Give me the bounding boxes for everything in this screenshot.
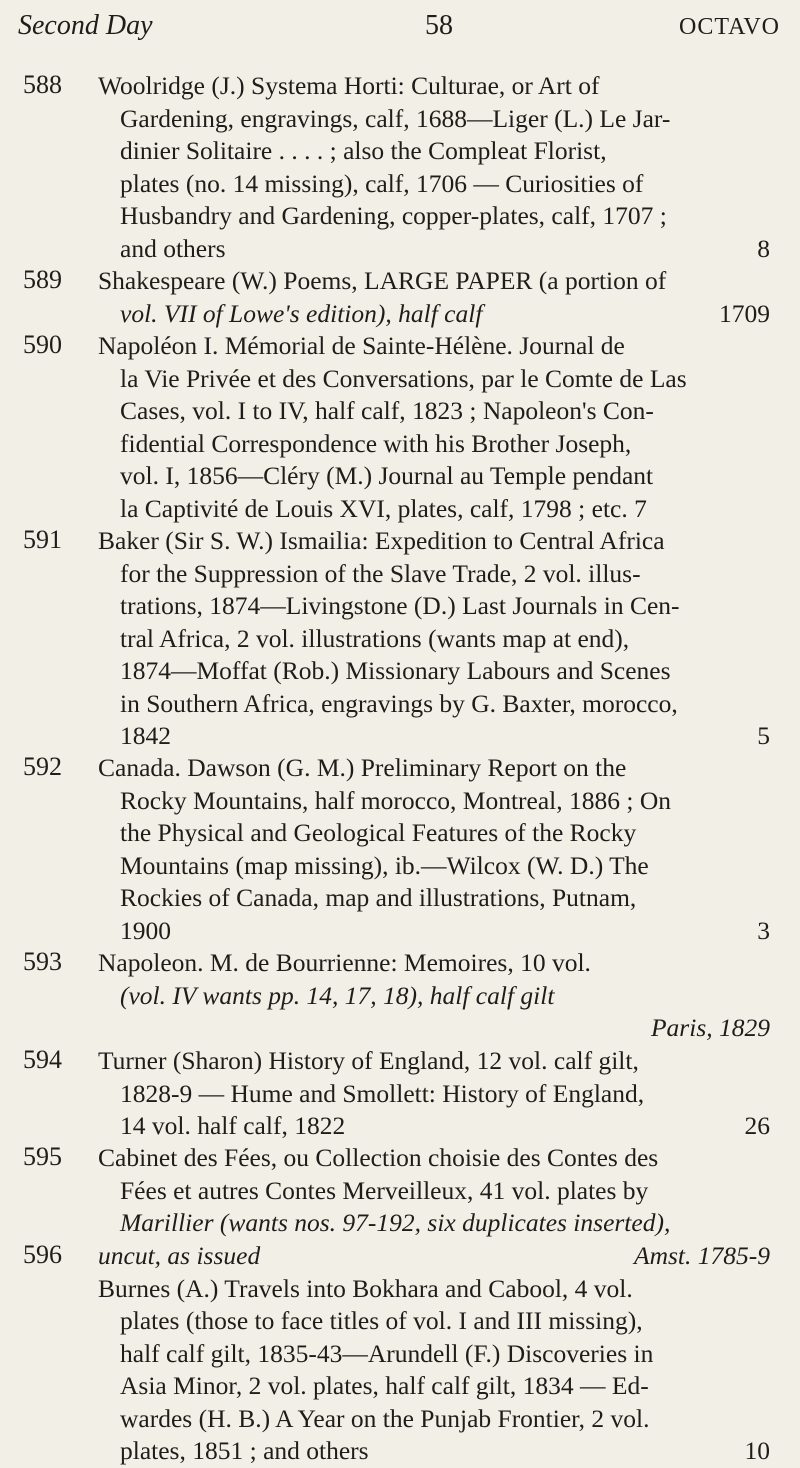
text-line: Napoleon. M. de Bourrienne: Memoires, 10 vol. [98,948,591,977]
text-line [98,1435,770,1468]
text-line [98,915,770,948]
text-fragment: plates, 1851 ; and others [120,1436,369,1465]
page-number: 58 [425,10,453,41]
lot-number: 589 [23,265,62,294]
text-fragment: uncut, as issued [98,1241,261,1270]
lot-description [98,1240,770,1468]
text-line: plates (those to face titles of vol. I and III missing), [120,1306,643,1335]
text-fragment: and others [120,233,226,263]
lot-description [98,1045,770,1143]
lot-description [98,1142,770,1240]
lot-number: 594 [23,1045,62,1074]
text-fragment: 1842 [120,721,171,750]
lot-quantity: 8 [757,233,770,263]
text-line: Burnes (A.) Travels into Bokhara and Cabool, 4 vol. [98,1273,633,1303]
text-line: 1874—Moffat (Rob.) Missionary Labours and Scenes [120,656,671,685]
text-line: Canada. Dawson (G. M.) Preliminary Report on the [98,753,627,782]
lot-number: 592 [23,752,62,781]
text-line: Marillier (wants nos. 97-192, six duplicates inserted), [120,1208,671,1237]
lot-number: 591 [23,525,62,554]
lot-date: Amst. 1785-9 [634,1241,770,1270]
text-line: la Vie Privée et des Conversations, par le Comte de Las [120,363,687,393]
lot-description [98,330,770,525]
text-line: Rocky Mountains, half morocco, Montreal, 1886 ; On [120,785,671,815]
lot-number: 595 [23,1142,62,1171]
text-line: la Captivité de Louis XVI, plates, calf, 1798 ; etc. 7 [120,493,647,523]
text-line: in Southern Africa, engravings by G. Baxter, morocco, [120,688,678,718]
text-line: Baker (Sir S. W.) Ismailia: Expedition to Central Africa [98,526,665,555]
text-line: dinier Solitaire . . . . ; also the Compleat Florist, [120,136,607,165]
running-head-left: Second Day [18,10,153,41]
lot-quantity: 10 [744,1436,770,1465]
text-line: Turner (Sharon) History of England, 12 vol. calf gilt, [98,1046,639,1075]
lot-quantity: 3 [757,915,770,945]
text-line: (vol. IV wants pp. 14, 17, 18), half calf gilt [120,980,555,1010]
text-line: Cabinet des Fées, ou Collection choisie des Contes des [98,1143,659,1172]
text-line: wardes (H. B.) A Year on the Punjab Frontier, 2 vol. [120,1403,650,1433]
page-header [18,10,780,50]
text-line: Paris, 1829 [650,1013,770,1042]
text-line: tral Africa, 2 vol. illustrations (wants map at end), [120,623,630,653]
text-line: Gardening, engravings, calf, 1688—Liger (L.) Le Jar- [120,103,671,133]
text-line: Asia Minor, 2 vol. plates, half calf gilt, 1834 — Ed- [120,1371,649,1400]
lot-quantity: 5 [757,721,770,750]
text-line: half calf gilt, 1835-43—Arundell (F.) Discoveries in [120,1338,654,1368]
text-line [98,298,770,331]
text-line: trations, 1874—Livingstone (D.) Last Journals in Cen- [120,591,680,620]
lot-entry-596 [0,1240,800,1465]
lot-description [98,947,770,1045]
text-line: 1828-9 — Hume and Smollett: History of England, [120,1078,645,1108]
text-line: Mountains (map missing), ib.—Wilcox (W. D.) The [120,850,649,880]
lot-description [98,265,770,330]
lot-number: 593 [23,947,62,976]
lot-number: 590 [23,330,62,359]
lot-number: 596 [23,1240,62,1269]
text-line [98,1240,770,1273]
text-line: Shakespeare (W.) Poems, LARGE PAPER (a portion of [98,266,667,295]
text-line: Rockies of Canada, map and illustrations, Putnam, [120,883,637,912]
text-fragment: vol. VII of Lowe's edition), half calf [120,298,483,328]
text-line: the Physical and Geological Features of the Rocky [120,818,637,847]
text-line [98,720,770,753]
lot-date: 1709 [719,298,770,328]
lot-number: 588 [23,70,62,99]
text-line [98,1110,770,1143]
text-fragment: 1900 [120,915,171,945]
text-line: plates (no. 14 missing), calf, 1706 — Curiosities of [120,168,644,198]
text-line: Husbandry and Gardening, copper-plates, calf, 1707 ; [120,201,667,230]
lot-description [98,752,770,947]
text-line: Cases, vol. I to IV, half calf, 1823 ; Napoleon's Con- [120,396,654,425]
text-line: Fées et autres Contes Merveilleux, 41 vol. plates by [120,1175,649,1205]
text-line: fidential Correspondence with his Brother Joseph, [120,428,632,458]
lot-quantity: 26 [744,1111,770,1140]
lot-description [98,70,770,265]
running-head-right: OCTAVO [679,14,780,40]
text-line: Woolridge (J.) Systema Horti: Culturae, or Art of [98,71,600,100]
text-line: Napoléon I. Mémorial de Sainte-Hélène. Journal de [98,331,625,360]
text-line: for the Suppression of the Slave Trade, 2 vol. illus- [120,558,641,588]
text-fragment: 14 vol. half calf, 1822 [120,1111,346,1140]
text-line: vol. I, 1856—Cléry (M.) Journal au Temple pendant [120,461,654,490]
lot-description [98,525,770,753]
text-line [98,233,770,266]
